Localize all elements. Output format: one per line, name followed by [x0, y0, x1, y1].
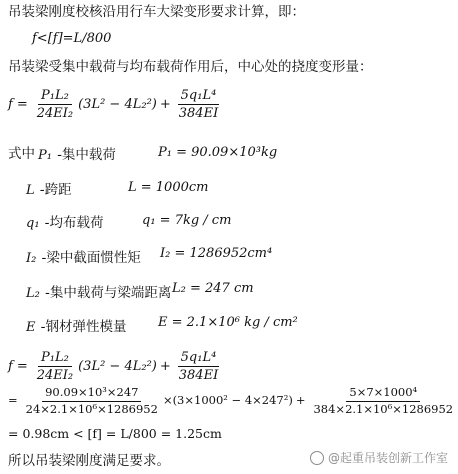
- term2-denominator: 384EI: [178, 106, 219, 121]
- def-value: L = 1000cm: [128, 180, 209, 195]
- def-row: [26, 214, 104, 231]
- calc-plus: +: [295, 393, 306, 408]
- def-description: -均布载荷: [44, 215, 104, 231]
- term1-denominator: 24EI₂: [36, 368, 74, 383]
- def-row: [26, 249, 141, 266]
- term1-parenthesis: (3L² − 4L₂²): [78, 359, 157, 374]
- def-description: -集中载荷与梁端距离: [44, 285, 172, 301]
- def-row: [26, 318, 126, 335]
- intro-text: 吊装梁刚度校核沿用行车大梁变形要求计算，即：: [8, 4, 305, 20]
- where-label: 式中: [8, 146, 35, 162]
- term2-denominator: 384EI: [178, 368, 219, 383]
- def-description: -钢材弹性模量: [40, 319, 127, 335]
- formula-equals: =: [16, 97, 28, 112]
- term1-numerator: P₁L₂: [38, 351, 72, 367]
- def-symbol: P₁: [38, 148, 52, 163]
- calc-denominator-2: 384×2.1×10⁶×1286952: [313, 401, 454, 416]
- numeric-substitution: [8, 387, 458, 415]
- calc-equals: =: [8, 393, 18, 408]
- term2-numerator: 5q₁L⁴: [178, 89, 220, 105]
- def-symbol: q₁: [26, 216, 40, 231]
- def-value: I₂ = 1286952cm⁴: [160, 246, 273, 261]
- def-row: [38, 146, 116, 163]
- def-description: -梁中截面惯性矩: [41, 250, 141, 266]
- term1-numerator: P₁L₂: [38, 89, 72, 105]
- deflection-sentence: 吊装梁受集中载荷与均布载荷作用后，中心处的挠度变形量：: [8, 59, 373, 75]
- def-symbol: L₂: [26, 286, 40, 301]
- def-row: [26, 181, 72, 198]
- calc-result: = 0.98cm < [f] = L/800 = 1.25cm: [8, 426, 222, 441]
- def-symbol: I₂: [26, 251, 37, 266]
- def-value: P₁ = 90.09×10³kg: [158, 145, 278, 160]
- term1-parenthesis: (3L² − 4L₂²): [78, 97, 157, 112]
- def-symbol: E: [26, 320, 36, 335]
- calc-fraction-1: [23, 387, 161, 415]
- deflection-formula: [8, 89, 223, 120]
- term2-fraction: [176, 89, 221, 120]
- formula-f: f: [8, 97, 13, 112]
- formula-f: f: [8, 359, 13, 374]
- def-description: -跨距: [39, 182, 72, 198]
- def-row: [26, 284, 171, 301]
- calc-parenthesis: ×(3×1000² − 4×247²): [162, 393, 293, 408]
- criterion-formula: f<[f]=L/800: [32, 31, 112, 46]
- formula-equals: =: [16, 359, 28, 374]
- conclusion-text: 所以吊装梁刚度满足要求。: [8, 453, 170, 469]
- term1-fraction: [34, 89, 76, 120]
- watermark-logo-icon: [310, 451, 324, 465]
- calc-numerator-1: 90.09×10³×247: [42, 387, 141, 402]
- calc-numerator-2: 5×7×1000⁴: [346, 387, 420, 402]
- deflection-formula-repeat: [8, 351, 223, 382]
- watermark: [310, 449, 448, 466]
- calc-fraction-2: [310, 387, 456, 415]
- formula-plus: +: [159, 97, 171, 112]
- calc-denominator-1: 24×2.1×10⁶×1286952: [25, 401, 158, 416]
- def-symbol: L: [26, 183, 35, 198]
- term1-fraction: [34, 351, 76, 382]
- term1-denominator: 24EI₂: [36, 106, 74, 121]
- formula-plus: +: [159, 359, 171, 374]
- watermark-text: @起重吊装创新工作室: [327, 451, 448, 465]
- term2-fraction: [176, 351, 221, 382]
- def-value: E = 2.1×10⁶ kg / cm²: [158, 315, 298, 330]
- def-description: -集中载荷: [57, 147, 116, 163]
- term2-numerator: 5q₁L⁴: [178, 351, 220, 367]
- def-value: L₂ = 247 cm: [172, 281, 254, 296]
- def-value: q₁ = 7kg / cm: [142, 213, 232, 228]
